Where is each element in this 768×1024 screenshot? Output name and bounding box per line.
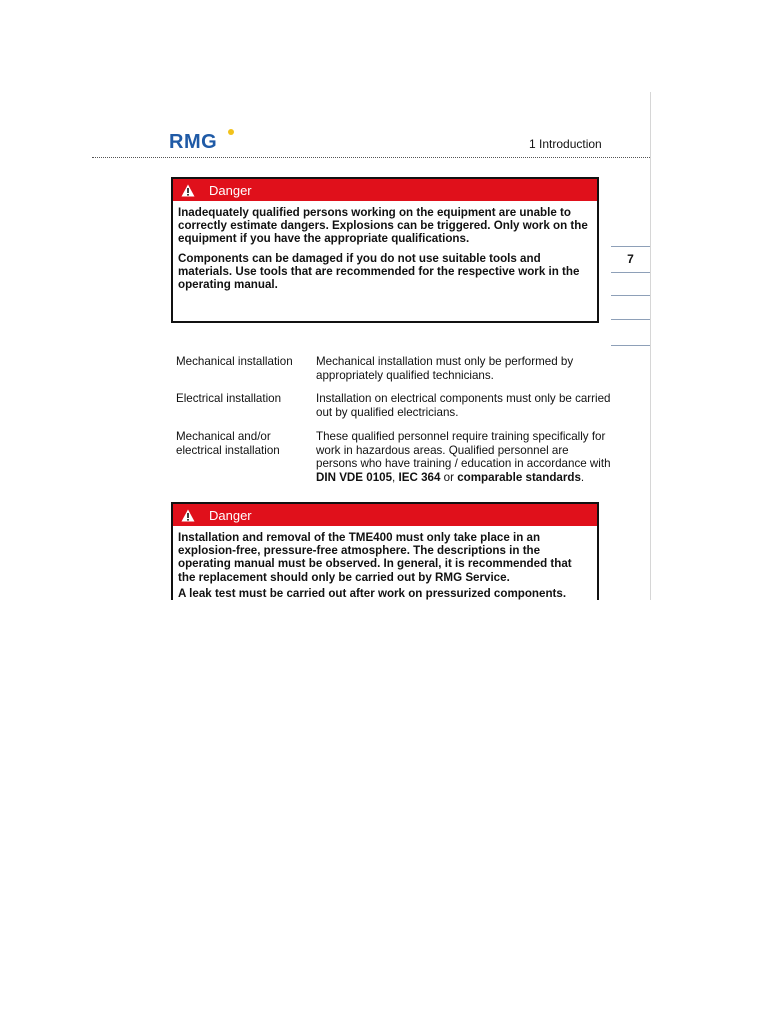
qualification-text-start: These qualified personnel require training specifically for work in hazardous areas. Qualified personnel are persons who have training / education in accordance with [316, 430, 611, 470]
side-tab-line [611, 295, 650, 296]
standard-din-vde: DIN VDE 0105 [316, 470, 393, 484]
danger-paragraph: Components can be damaged if you do not use suitable tools and materials. Use tools that are recommended for the respective work in the operating manual. [178, 251, 580, 292]
page-viewport [0, 92, 650, 600]
standard-iec: IEC 364 [398, 470, 441, 484]
side-tab-line [611, 345, 650, 346]
side-tab-line [611, 319, 650, 320]
qualification-text [316, 430, 611, 484]
warning-triangle-icon [181, 184, 195, 197]
danger-header [173, 504, 597, 526]
danger-box-installation [171, 502, 599, 600]
qualification-label: Mechanical and/or electrical installation [176, 430, 280, 457]
page-number: 7 [611, 246, 650, 273]
qualification-label: Mechanical installation [176, 355, 293, 368]
text-end: . [580, 470, 585, 484]
separator-comma: , [392, 470, 396, 484]
qualification-text: Mechanical installation must only be performed by appropriately qualified technicians. [316, 355, 574, 382]
rmg-logo [169, 131, 217, 153]
logo-text: RMG [169, 131, 218, 153]
danger-title: Danger [209, 182, 252, 198]
danger-paragraph: A leak test must be carried out after work on pressurized components. [178, 586, 567, 600]
warning-triangle-icon [181, 509, 195, 522]
danger-paragraph: Inadequately qualified persons working on the equipment are unable to correctly estimate dangers. Explosions can be triggered. Only work on the equipment if you have the appropriate qualifications. [178, 206, 588, 246]
chapter-heading: 1 Introduction [529, 137, 602, 151]
qualification-label: Electrical installation [176, 392, 282, 405]
qualification-text: Installation on electrical components must only be carried out by qualified electricians. [316, 392, 611, 419]
standard-comparable: comparable standards [457, 470, 581, 484]
danger-paragraph: Installation and removal of the TME400 must only take place in an explosion-free, pressure-free atmosphere. The descriptions in the operating manual must be observed. In general, it is recommended that the replacement should only be carried out by RMG Service. [178, 531, 572, 584]
header-divider [92, 157, 650, 158]
danger-body [173, 201, 597, 291]
danger-header [173, 179, 597, 201]
danger-body [173, 526, 597, 600]
danger-box-qualification [171, 177, 599, 323]
logo-dot-icon [228, 129, 234, 135]
page-edge-rule [650, 92, 651, 600]
separator-or: or [443, 470, 454, 484]
danger-title: Danger [209, 507, 252, 523]
